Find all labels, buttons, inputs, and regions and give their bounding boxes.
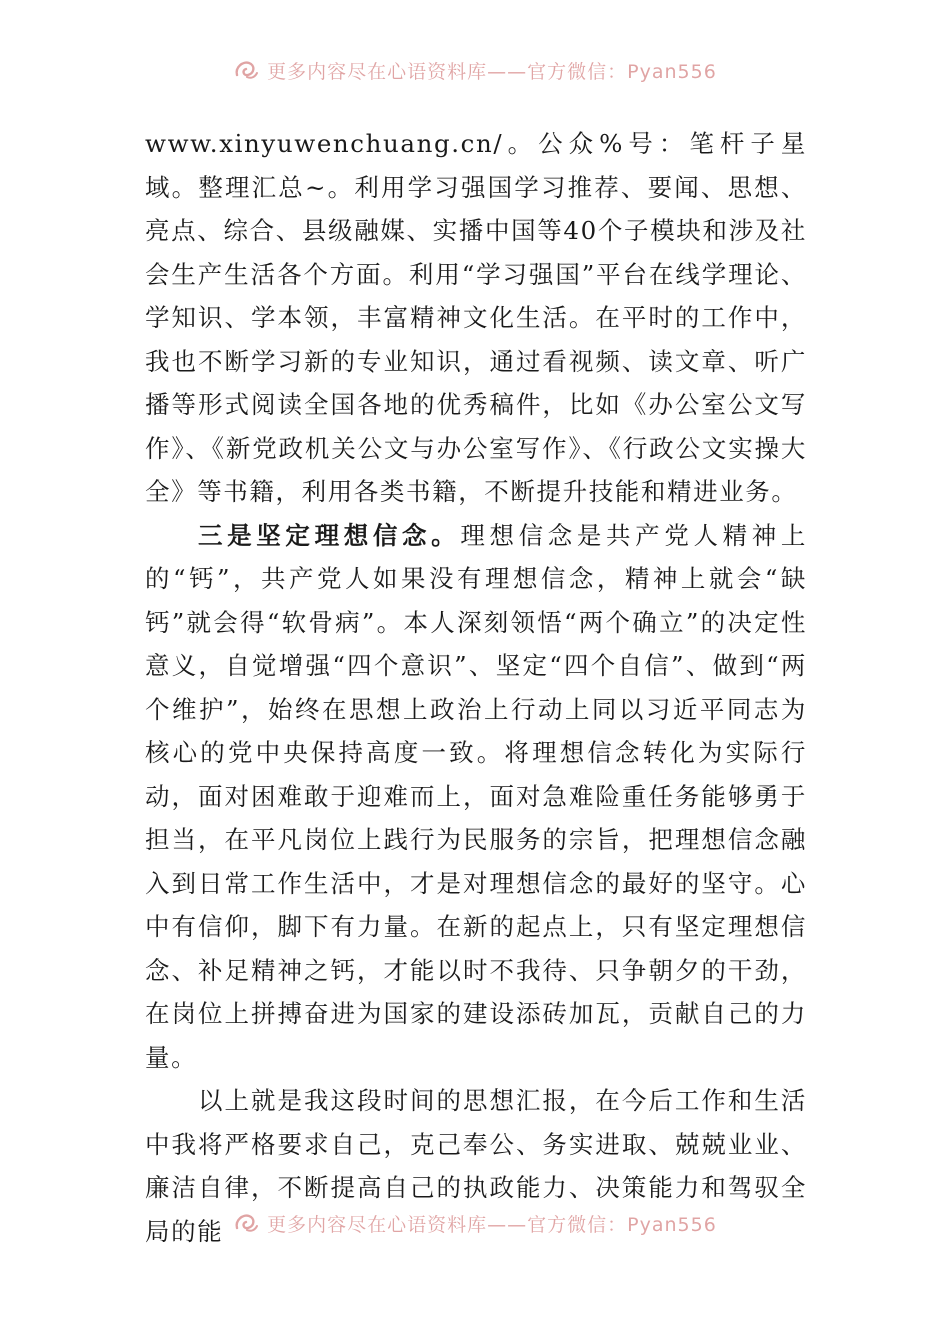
watermark-text: 更多内容尽在心语资料库——官方微信：Pyan556 <box>267 60 717 83</box>
header-watermark <box>0 50 950 90</box>
document-body <box>145 122 807 1253</box>
watermark-text: 更多内容尽在心语资料库——官方微信：Pyan556 <box>267 1213 717 1236</box>
paragraph-summary: 以上就是我这段时间的思想汇报，在今后工作和生活中我将严格要求自己，克己奉公、务实进取、兢兢业业、廉洁自律，不断提高自己的执政能力、决策能力和驾驭全局的能 <box>145 1086 807 1246</box>
paragraph-ideals <box>145 514 807 1080</box>
stylized-swirl-logo-icon <box>233 57 259 83</box>
paragraph-lead-heading: 三是坚定理想信念。 <box>198 520 461 550</box>
paragraph-ideals-body: 理想信念是共产党人精神上的“钙”，共产党人如果没有理想信念，精神上就会“缺钙”就会得“软骨病”。本人深刻领悟“两个确立”的决定性意义，自觉增强“四个意识”、坚定“四个自信”、做到“两个维护”，始终在思想上政治上行动上同以习近平同志为核心的党中央保持高度一致。将理想信念转化为实际行动，面对困难敢于迎难而上，面对急难险重任务能够勇于担当，在平凡岗位上践行为民服务的宗旨，把理想信念融入到日常工作生活中，才是对理想信念的最好的坚守。心中有信仰，脚下有力量。在新的起点上，只有坚定理想信念、补足精神之钙，才能以时不我待、只争朝夕的干劲，在岗位上拼搏奋进为国家的建设添砖加瓦，贡献自己的力量。 <box>145 520 808 1072</box>
footer-watermark <box>0 1203 950 1243</box>
stylized-swirl-logo-icon <box>233 1210 259 1236</box>
paragraph-continued: www.xinyuwenchuang.cn/。公众%号：笔杆子星域。整理汇总~。利用学习强国学习推荐、要闻、思想、亮点、综合、县级融媒、实播中国等40个子模块和涉及社会生产生活各个方面。利用“学习强国”平台在线学理论、学知识、学本领，丰富精神文化生活。在平时的工作中，我也不断学习新的专业知识，通过看视频、读文章、听广播等形式阅读全国各地的优秀稿件，比如《办公室公文写作》、《新党政机关公文与办公室写作》、《行政公文实操大全》等书籍，利用各类书籍，不断提升技能和精进业务。 <box>145 129 807 506</box>
